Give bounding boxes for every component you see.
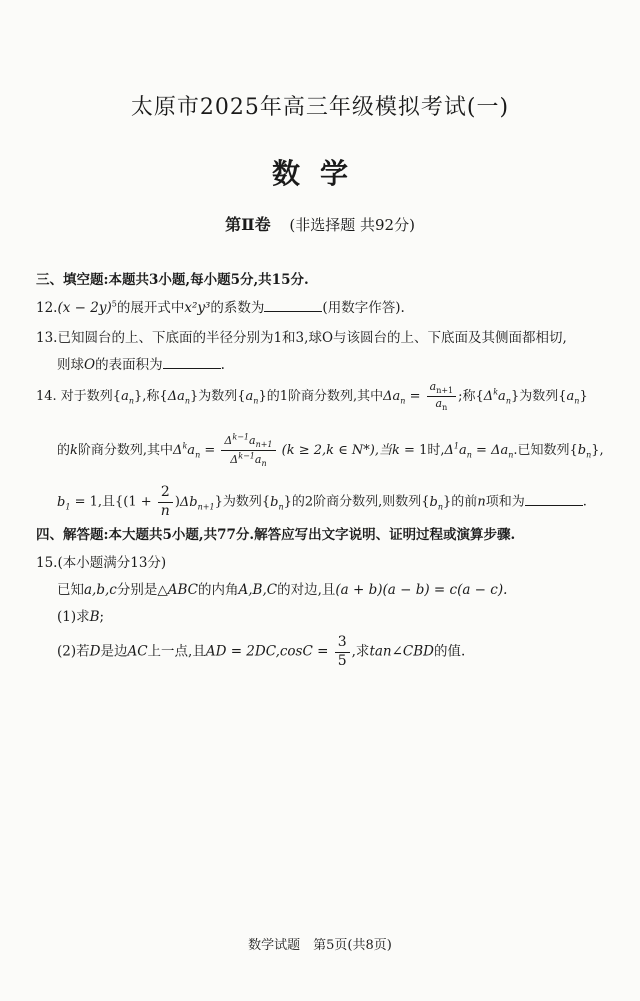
q14-l3f: 项和为 — [485, 494, 525, 510]
question-15-stem — [57, 578, 507, 598]
q12-text1: 的展开式中 — [116, 300, 185, 316]
q14-l3a: = 1,且{(1 + — [74, 494, 152, 510]
q15-frac-den: 5 — [337, 652, 347, 669]
q15-stem-angles: A,B,C — [238, 582, 278, 598]
q14-l1a: 14. 对于数列{ — [36, 389, 122, 405]
question-14-line1: 14. 对于数列$\{a_n\}$,称$\{\Delta a_n\}$为数列$\{a_n\}$的1阶商分数列,其中$\Delta a_n$ = $\frac{a_{n+1}}{a_n}$ ;称$\{\Delta^ka_n\}$为数列$\{a_n\}$ — [36, 380, 588, 413]
q14-frac1-den: a — [435, 397, 443, 411]
q14-frac1-num-sub: n+1 — [436, 386, 454, 396]
q12-exponent: 5 — [111, 299, 117, 309]
q14-l2cond: (k ≥ 2,k ∈ N*),当 — [281, 442, 393, 458]
page-footer: 数学试题 第5页(共8页) — [248, 938, 392, 953]
q15-stem-eq: (a + b)(a − b) = c(a − c). — [335, 582, 508, 598]
q14-l3e: }的前 — [443, 494, 478, 510]
volume-label: 第Ⅱ卷 — [225, 215, 271, 234]
q15-part2-end: 的值. — [434, 643, 466, 660]
q14-l1f: ;称{ — [458, 389, 484, 405]
q13-sphere: O — [84, 357, 96, 373]
q12-answer-blank — [264, 311, 322, 312]
q14-l2k1: = 1时, — [404, 442, 445, 458]
q15-part1-c: ; — [99, 609, 105, 625]
question-15-part2 — [57, 634, 465, 670]
q15-stem-c: 的内角 — [197, 582, 239, 598]
q14-frac3 — [158, 484, 173, 520]
q12-text2: 的系数为 — [210, 300, 265, 316]
q14-frac2: $\frac{\Delta^{k-1}a_{n+1}}{\Delta^{k-1}a_n}$ — [221, 432, 275, 469]
q14-l2c: = — [204, 442, 216, 458]
q14-l2a: 的 — [57, 442, 71, 458]
section3-heading: 三、填空题:本题共3小题,每小题5分,共15分. — [36, 272, 309, 288]
q15-part2-a: (2)若 — [57, 643, 90, 660]
q14-l1b: },称{ — [134, 389, 168, 405]
q14-l1g: }为数列{ — [510, 389, 567, 405]
question-14-line2: 的k阶商分数列,其中$\Delta^ka_n$ = $\frac{\Delta^{k-1}a_{n+1}}{\Delta^{k-1}a_n}$ (k ≥ 2,k ∈ N*),当k = 1时$,\Delta^1a_n = \Delta a_n$.已知数列$\{b_n\}$, — [57, 432, 604, 468]
question-14-line3: $b_1 = 1$,且{(1 + $\frac{2}{n}$ )$\Delta b_{n+1}$}为数列$\{b_n\}$的2阶商分数列,则数列$\{b_n\}$的前n项和为 . — [57, 484, 587, 519]
q14-l2b: 阶商分数列,其中 — [77, 442, 174, 458]
subject-title: 数学 — [271, 157, 368, 190]
q13-end: . — [220, 357, 225, 373]
q15-stem-d: 的对边,且 — [277, 582, 336, 598]
q15-part2-d2: ,求 — [351, 643, 370, 660]
q15-stem-a: 已知 — [57, 582, 84, 598]
q15-part1-b: B — [89, 609, 100, 625]
q14-l2eq: = — [476, 442, 487, 458]
q15-part2-d: D — [89, 643, 101, 660]
volume-note: (非选择题 共92分) — [289, 216, 415, 234]
volume-heading — [0, 212, 640, 235]
q14-l2end2: }, — [591, 442, 604, 458]
q14-l1h: } — [579, 389, 588, 405]
q13-text-a: 则球 — [57, 357, 84, 373]
q12-term: x²y³ — [184, 300, 211, 316]
q14-answer-blank — [525, 505, 583, 506]
q14-frac3-den: n — [160, 502, 170, 519]
q15-frac — [335, 634, 350, 670]
q14-frac3-num: 2 — [158, 484, 173, 503]
exam-title: 太原市2025年高三年级模拟考试(一) — [130, 95, 510, 120]
q15-part1-a: (1)求 — [57, 609, 90, 625]
q15-part2-ac: AC — [127, 643, 148, 660]
q12-expr: (x − 2y) — [57, 300, 112, 316]
q15-part2-tan: tan∠CBD — [369, 643, 434, 660]
q13-text-b: 的表面积为 — [95, 357, 163, 373]
q15-part2-c: 上一点,且 — [147, 643, 206, 660]
question-12 — [36, 296, 405, 316]
q12-text3: (用数字作答). — [322, 300, 405, 316]
q15-part2-b: 是边 — [100, 643, 128, 660]
q12-number: 12. — [36, 300, 58, 316]
q15-stem-vars: a,b,c — [84, 582, 117, 598]
q15-part2-eq: AD = 2DC,cosC = — [205, 643, 329, 660]
question-15-part1 — [57, 605, 104, 625]
q14-frac1 — [427, 380, 457, 413]
q14-frac1-den-sub: n — [442, 403, 448, 413]
q14-l3d: }的2阶商分数列,则数列{ — [283, 494, 430, 510]
q14-l1c: }为数列{ — [189, 389, 246, 405]
q14-l1e: = — [409, 389, 421, 405]
q15-stem-b: 分别是△ — [116, 582, 168, 598]
q14-l3end: . — [582, 494, 587, 510]
q14-l2end: .已知数列{ — [513, 442, 578, 458]
q13-answer-blank — [163, 368, 221, 369]
section4-heading: 四、解答题:本大题共5小题,共77分.解答应写出文字说明、证明过程或演算步骤. — [36, 527, 516, 543]
question-13-line2 — [57, 353, 225, 373]
question-13-line1: 13.已知圆台的上、下底面的半径分别为1和3,球O与该圆台的上、下底面及其侧面都相切, — [36, 330, 567, 346]
q15-frac-num: 3 — [335, 634, 350, 653]
question-15-title: 15.(本小题满分13分) — [36, 555, 167, 571]
q14-l3c: }为数列{ — [214, 494, 271, 510]
q14-l3b: ) — [174, 494, 180, 510]
q14-l1d: }的1阶商分数列,其中 — [258, 389, 384, 405]
q15-stem-abc: ABC — [167, 582, 198, 598]
q14-frac1-num: a — [429, 380, 437, 393]
